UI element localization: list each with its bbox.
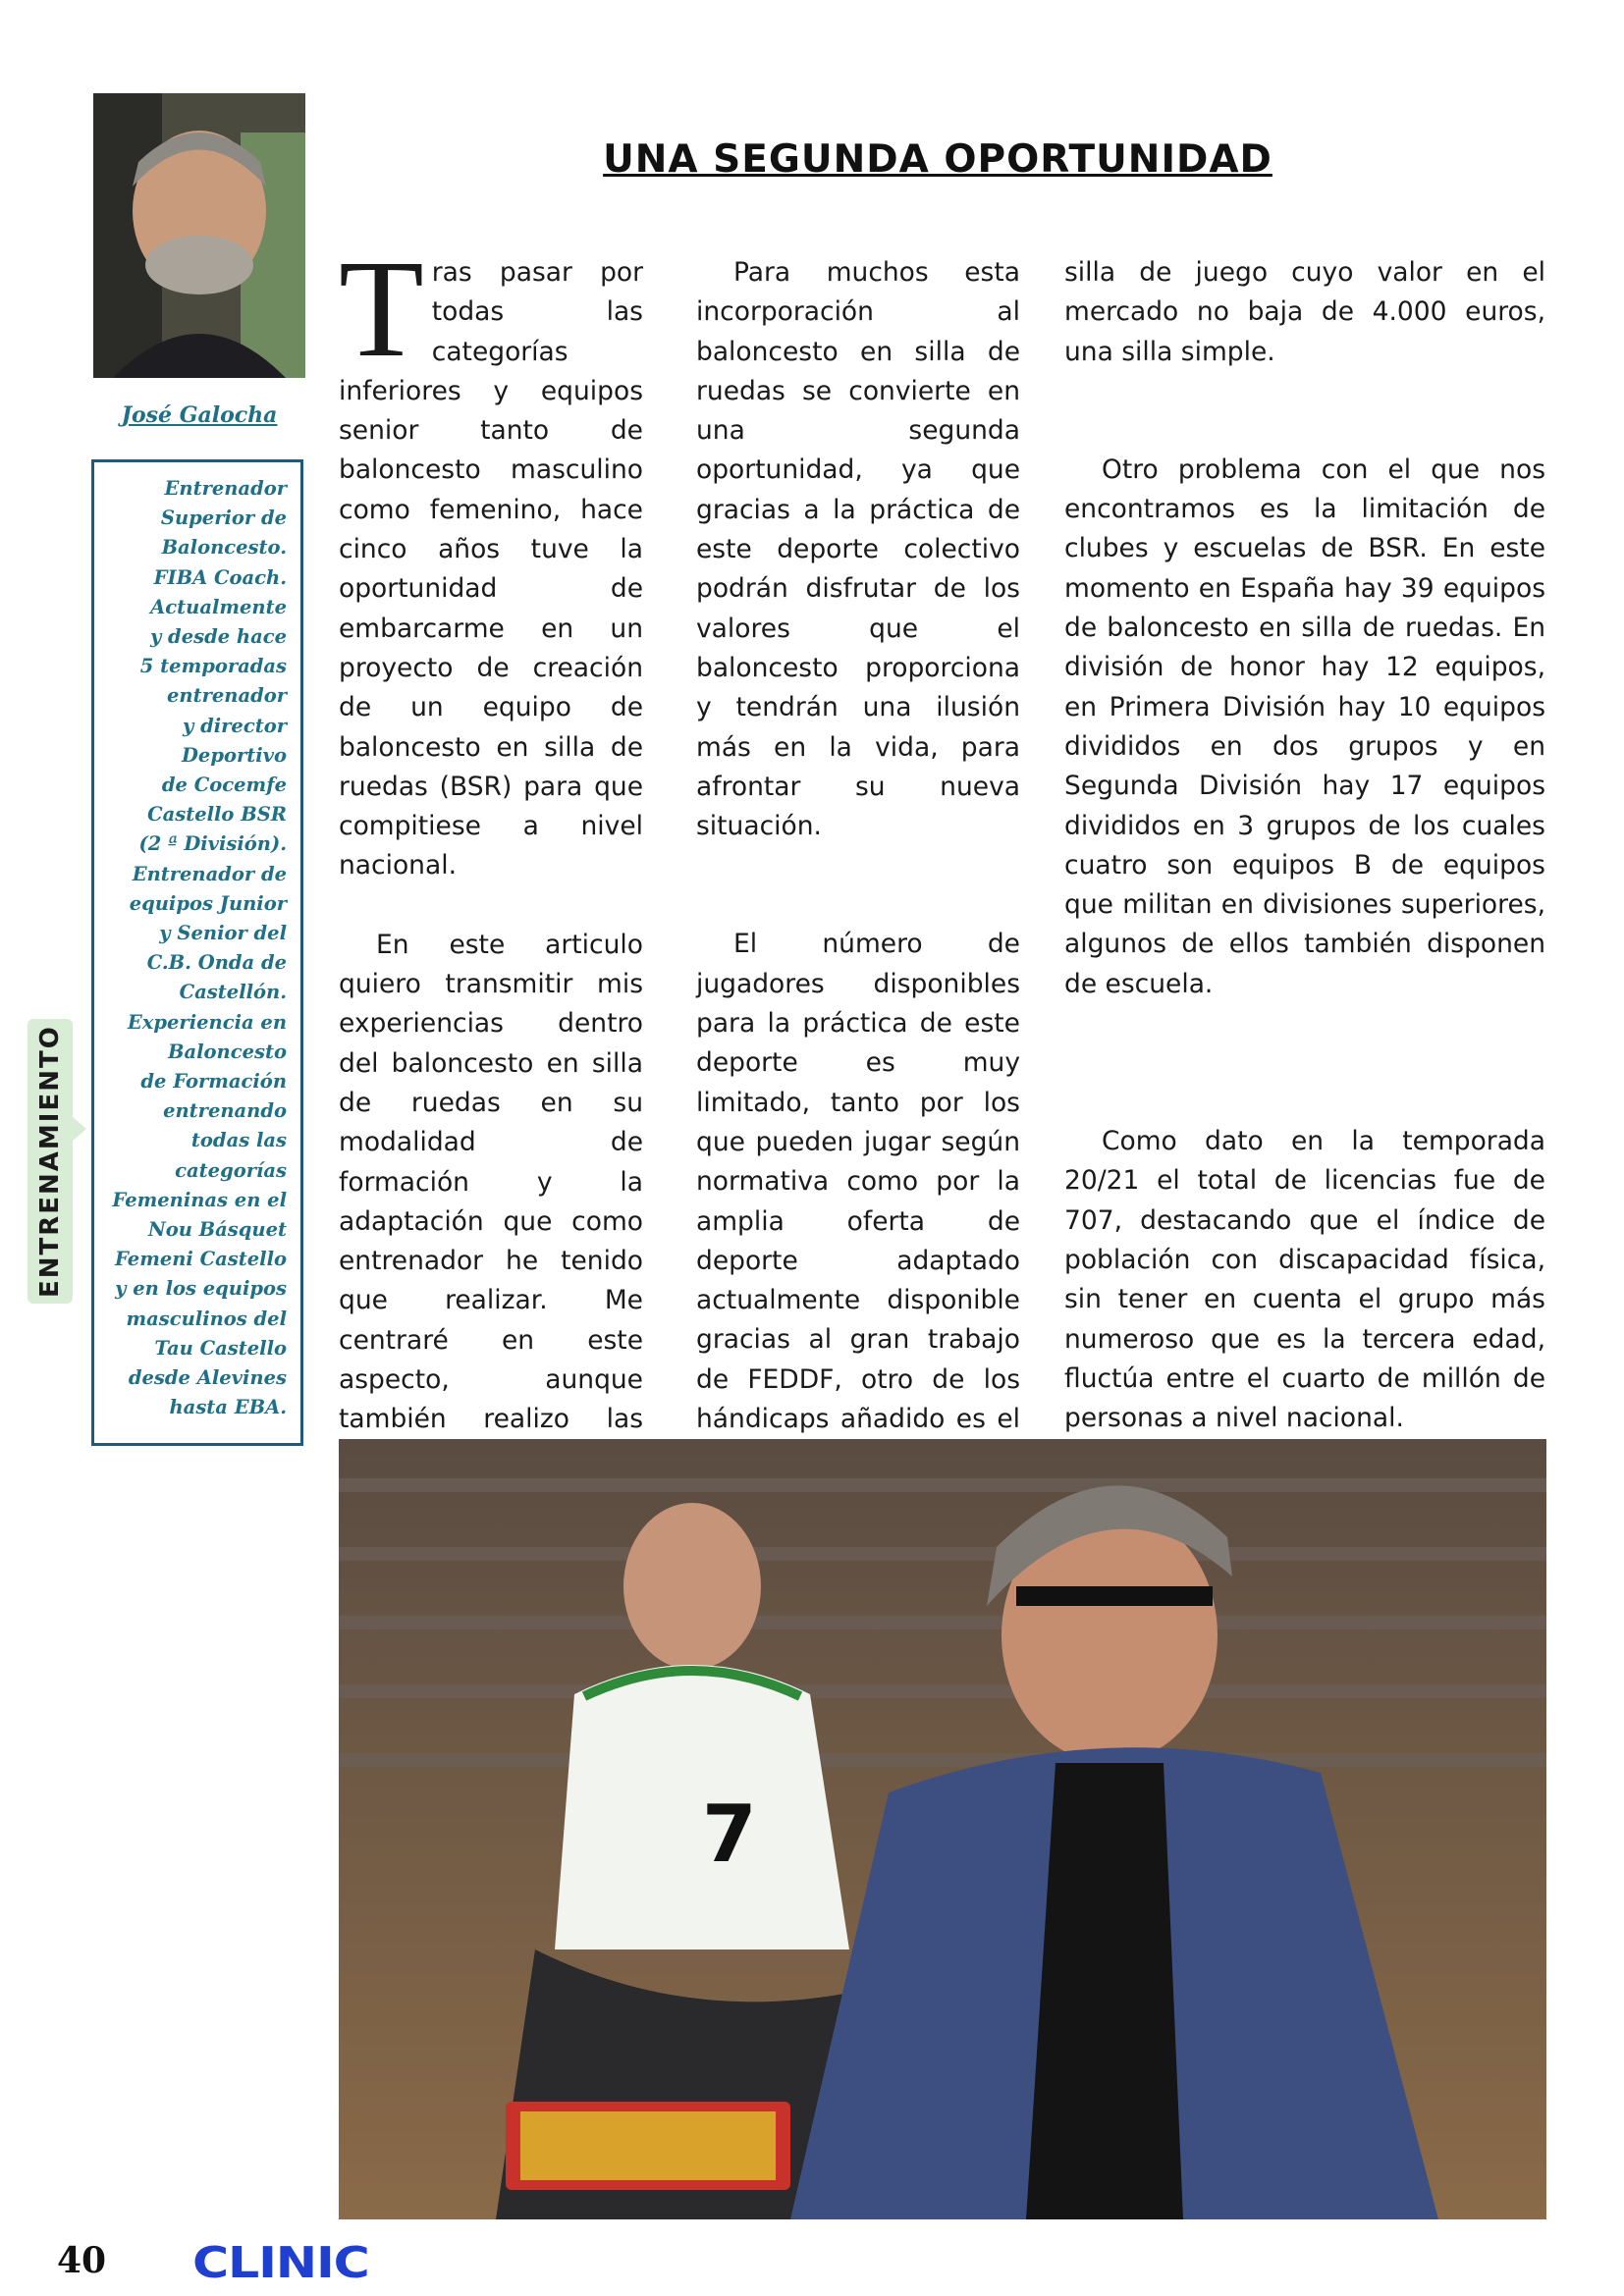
article-column-3 — [1064, 253, 1545, 1438]
section-label: ENTRENAMIENTO — [35, 1025, 65, 1298]
section-tab-arrow — [73, 1117, 86, 1141]
paragraph: silla de juego cuyo valor en el mercado no baja de 4.000 euros, una silla simple. — [1064, 257, 1545, 367]
paragraph: En este articulo quiero transmitir mis experiencias dentro del baloncesto en silla de ruedas en su modalidad de formación y la adaptación que como entrenador he tenido que realizar. Me centraré en este aspecto, aunque también realizo las — [339, 929, 643, 1435]
article-photo — [339, 1439, 1546, 2219]
article-title: UNA SEGUNDA OPORTUNIDAD — [603, 137, 1272, 182]
paragraph — [339, 231, 643, 886]
paragraph: Otro problema con el que nos encontramos es la limitación de clubes y escuelas de BSR. En este momento en España hay 39 equipos de baloncesto en silla de ruedas. En división de honor hay 12 equipos, en Primera División hay 10 equipos divididos en dos grupos y en Segunda División hay 17 equipos divididos en 3 grupos de los cuales cuatro son equipos B de equipos que militan en divisiones superiores, algunos de ellos también disponen de escuela. — [1064, 454, 1545, 999]
drop-cap: T — [339, 231, 424, 386]
author-photo — [93, 93, 305, 378]
page-number: 40 — [57, 2240, 107, 2281]
magazine-logo: CLINIC — [192, 2238, 369, 2288]
paragraph: El número de jugadores disponibles para la práctica de este deporte es muy limitado, tanto por los que pueden jugar según normativa como por la amplia oferta de deporte adaptado actualmente disponible gracias al gran trabajo de FEDDF, otro de los hándicaps añadido es el — [696, 929, 1020, 1435]
article-column-1 — [339, 231, 643, 1519]
author-bio: Entrenador Superior de Baloncesto. FIBA Coach. Actualmente y desde hace 5 temporadas entrenador y director Deportivo de Cocemfe Castello BSR (2 ª División). Entrenador de equipos Junior y Senior del C.B. Onda de Castellón. Experiencia en Baloncesto de Formación entrenando todas las categorías Femeninas en el Nou Básquet Femeni Castello y en los equipos masculinos del Tau Castello desde Alevines hasta EBA. — [112, 477, 287, 1419]
author-name: José Galocha — [121, 402, 278, 428]
article-column-2 — [696, 253, 1020, 1479]
paragraph: Para muchos esta incorporación al baloncesto en silla de ruedas se convierte en una segunda oportunidad, ya que gracias a la práctica de este deporte colectivo podrán disfrutar de los valores que el baloncesto proporciona y tendrán una ilusión más en la vida, para afrontar su nueva situación. — [696, 257, 1020, 842]
paragraph-text: ras pasar por todas las categorías inferiores y equipos senior tanto de baloncesto masculino como femenino, hace cinco años tuve la oportunidad de embarcarme en un proyecto de creación de un equipo de baloncesto en silla de ruedas (BSR) para que compitiese a nivel nacional. — [339, 257, 643, 881]
paragraph: Como dato en la temporada 20/21 el total de licencias fue de 707, destacando que el índice de población con discapacidad física, sin tener en cuenta el grupo más numeroso que es la tercera edad, fluctúa entre el cuarto de millón de personas a nivel nacional. — [1064, 1126, 1545, 1434]
author-bio-box — [91, 459, 303, 1446]
svg-text:7: 7 — [702, 1789, 757, 1880]
